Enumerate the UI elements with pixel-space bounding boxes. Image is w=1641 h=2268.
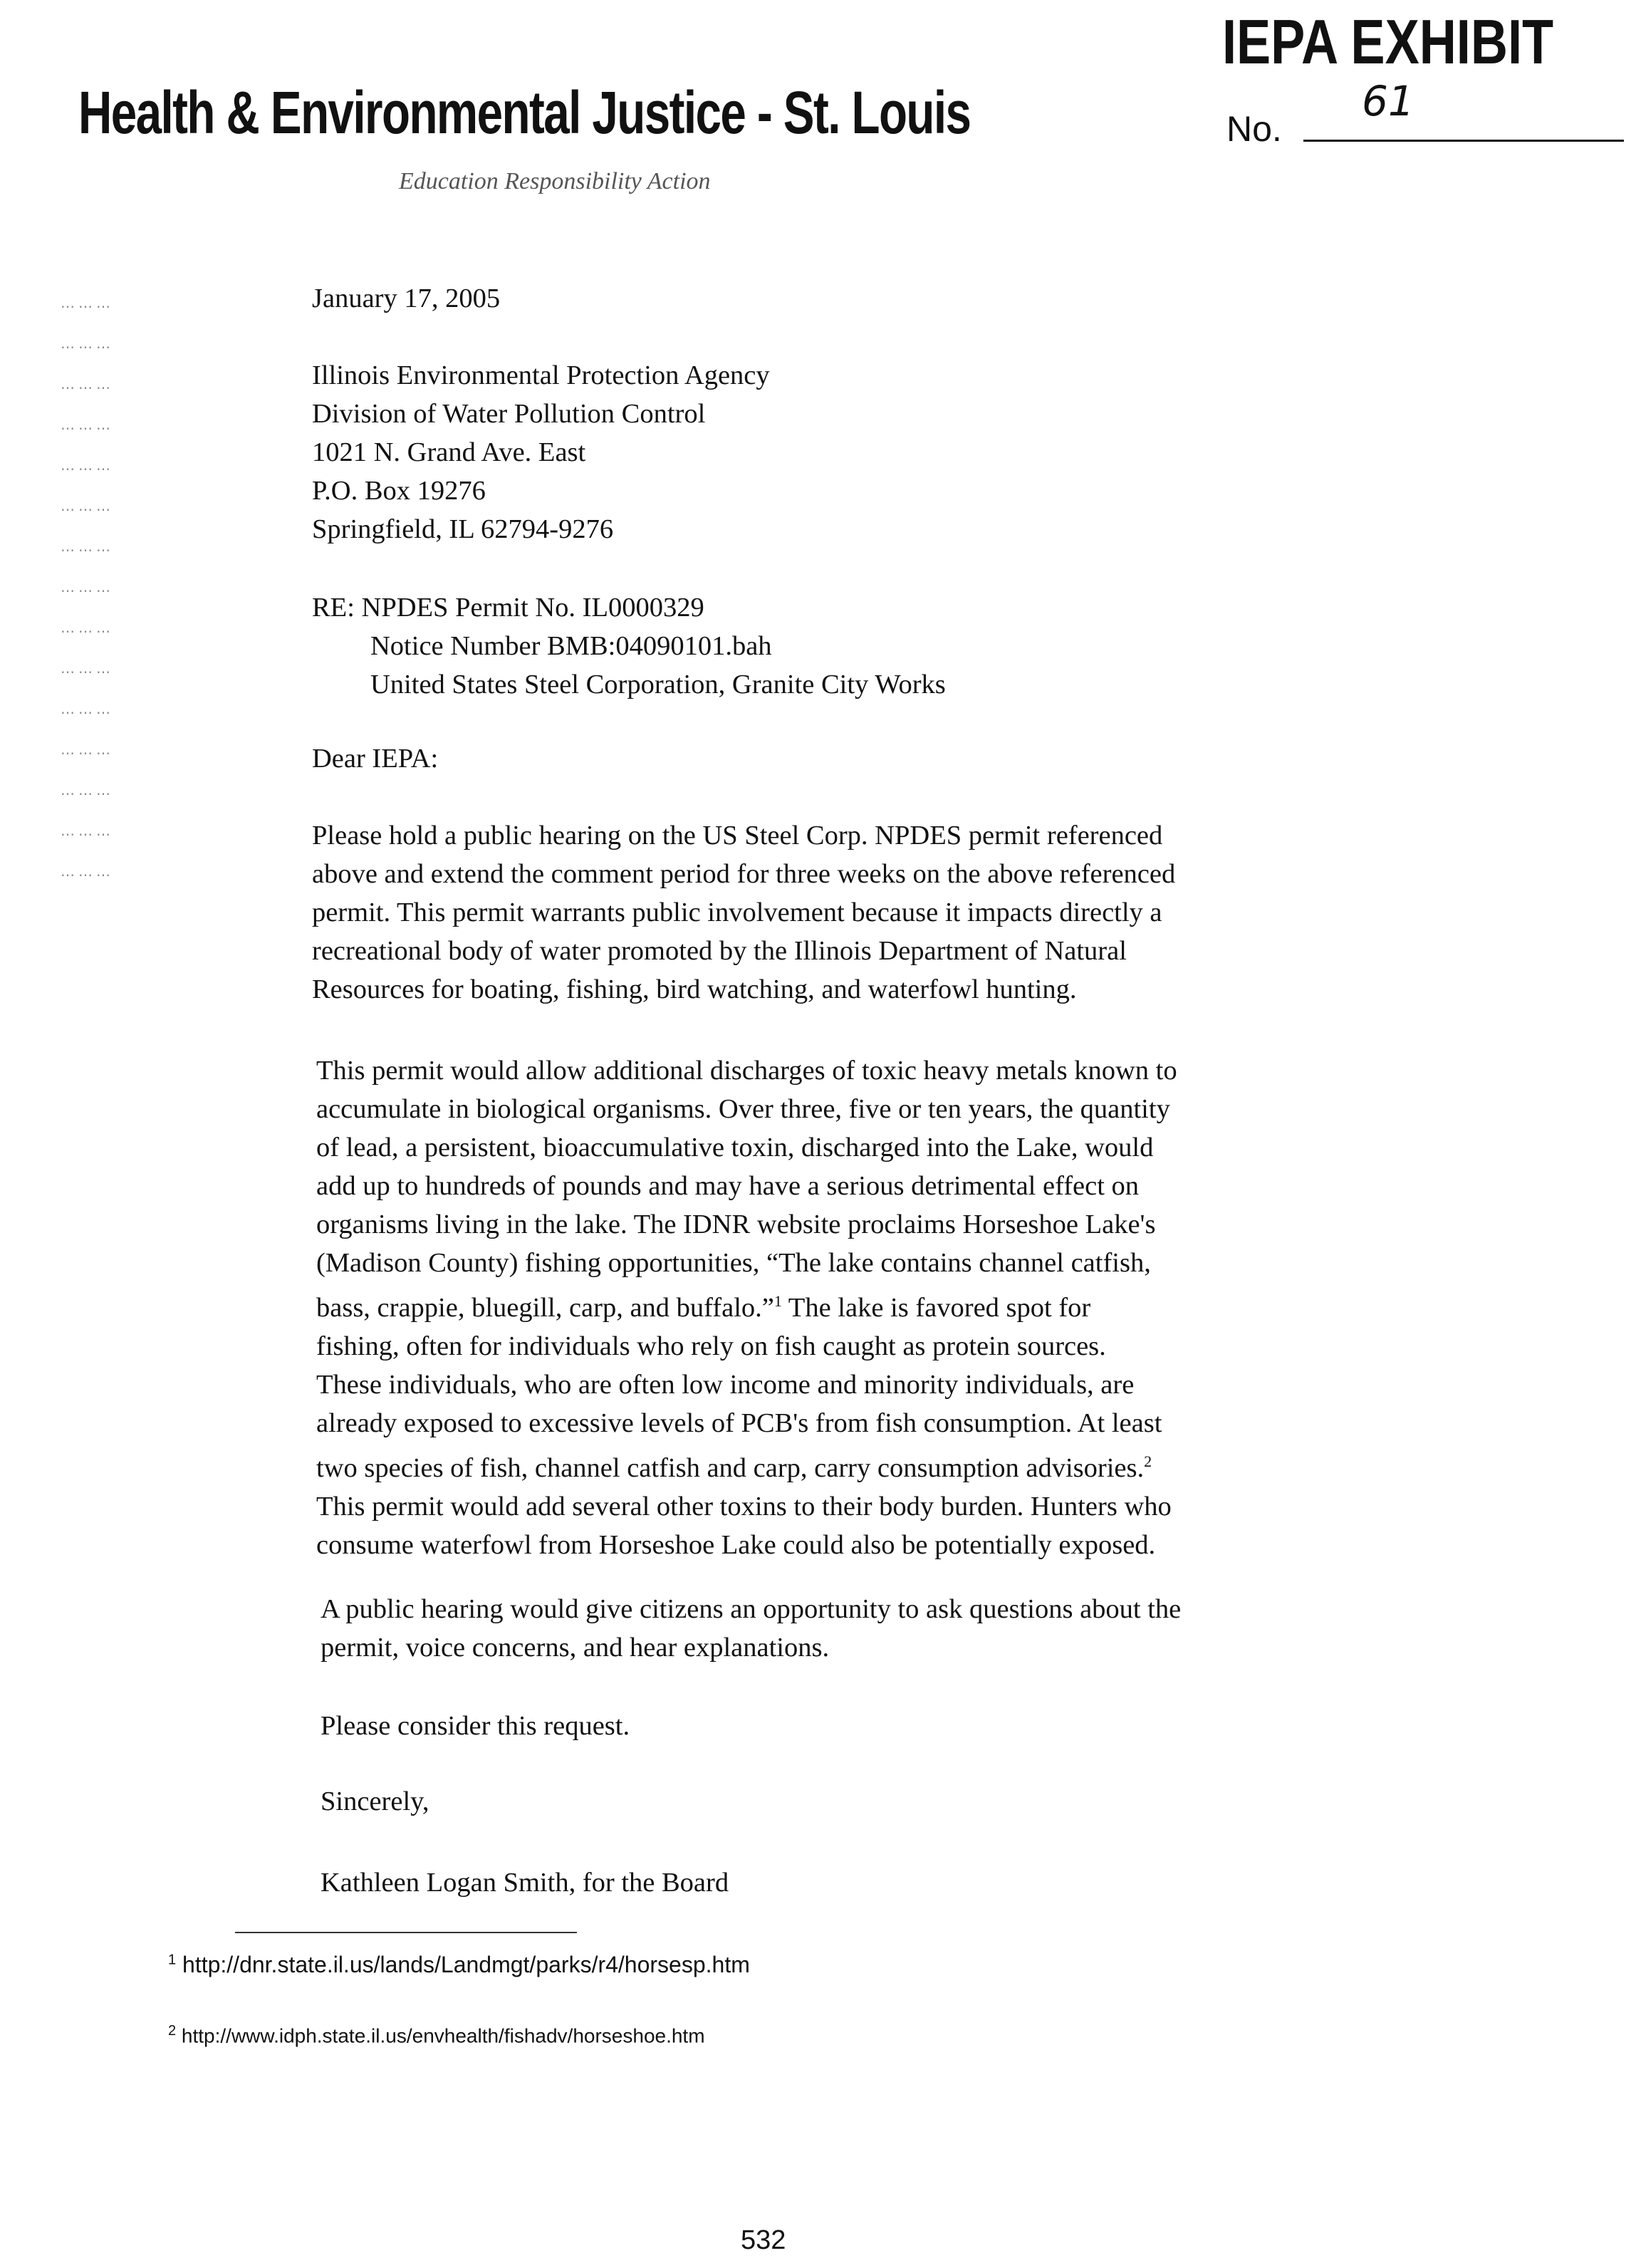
recipient-line: 1021 N. Grand Ave. East [312,437,586,467]
footnote-ref: 2 [1144,1452,1152,1470]
footnote-url: http://dnr.state.il.us/lands/Landmgt/parks/r4/horsesp.htm [182,1952,750,1977]
body-paragraph-1 [312,816,1423,1009]
line-text: The lake is favored spot for [781,1292,1091,1323]
recipient-line: P.O. Box 19276 [312,476,486,506]
exhibit-number-line [1303,140,1624,142]
signature: Kathleen Logan Smith, for the Board [321,1868,729,1898]
reference-line: RE: NPDES Permit No. IL0000329 [312,593,704,623]
paragraph-line: This permit would add several other toxins to their body burden. Hunters who [316,1491,1172,1521]
organization-tagline: Education Responsibility Action [399,168,711,194]
paragraph-line: A public hearing would give citizens an opportunity to ask questions about the [321,1594,1182,1624]
board-member-entry: ⋯ ⋯ ⋯ [61,340,110,355]
recipient-address [312,356,770,548]
exhibit-stamp-title: IEPA EXHIBIT [1222,6,1554,77]
board-member-entry: ⋯ ⋯ ⋯ [61,462,110,477]
paragraph-line: fishing, often for individuals who rely on fish caught as protein sources. [316,1331,1106,1361]
board-member-entry: ⋯ ⋯ ⋯ [61,502,110,518]
exhibit-number-value: 61 [1362,77,1415,125]
board-member-entry: ⋯ ⋯ ⋯ [61,665,110,680]
paragraph-line: (Madison County) fishing opportunities, “The lake contains channel catfish, [316,1248,1151,1278]
board-member-list [0,299,171,908]
reference-line: Notice Number BMB:04090101.bah [370,631,772,661]
paragraph-line: recreational body of water promoted by the Illinois Department of Natural [312,936,1127,966]
paragraph-line: consume waterfowl from Horseshoe Lake could also be potentially exposed. [316,1529,1156,1560]
footnote-1 [168,1952,750,1978]
footnote-2 [168,2023,705,2047]
board-member-entry: ⋯ ⋯ ⋯ [61,380,110,396]
footnote-number: 1 [168,1952,177,1968]
closing: Sincerely, [321,1786,429,1816]
recipient-line: Division of Water Pollution Control [312,399,706,429]
footnote-number: 2 [168,2023,177,2039]
board-member-entry: ⋯ ⋯ ⋯ [61,746,110,761]
body-paragraph-2 [316,1051,1427,1564]
organization-name: Health & Environmental Justice - St. Louis [78,79,971,146]
reference-line: United States Steel Corporation, Granite City Works [370,670,946,699]
paragraph-line: Resources for boating, fishing, bird watching, and waterfowl hunting. [312,974,1077,1004]
paragraph-line: permit, voice concerns, and hear explanations. [321,1633,830,1663]
paragraph-line: Please hold a public hearing on the US Steel Corp. NPDES permit referenced [312,821,1163,850]
footnote-divider [235,1932,577,1933]
salutation: Dear IEPA: [312,744,439,774]
footnote-ref: 1 [773,1292,782,1310]
board-member-entry: ⋯ ⋯ ⋯ [61,583,110,599]
exhibit-number-label: No. [1226,109,1282,149]
closing-request: Please consider this request. [321,1711,630,1741]
board-member-entry: ⋯ ⋯ ⋯ [61,868,110,883]
paragraph-line: accumulate in biological organisms. Over three, five or ten years, the quantity [316,1094,1170,1124]
paragraph-line [316,1442,1427,1487]
line-text: two species of fish, channel catfish and carp, carry consumption advisories. [316,1452,1145,1483]
paragraph-line: organisms living in the lake. The IDNR website proclaims Horseshoe Lake's [316,1210,1156,1239]
paragraph-line: add up to hundreds of pounds and may have a serious detrimental effect on [316,1171,1140,1201]
paragraph-line: This permit would allow additional discharges of toxic heavy metals known to [316,1056,1177,1086]
recipient-line: Illinois Environmental Protection Agency [312,360,770,390]
board-member-entry: ⋯ ⋯ ⋯ [61,624,110,640]
paragraph-line [316,1282,1427,1327]
paragraph-line: above and extend the comment period for three weeks on the above referenced [312,859,1176,889]
board-member-entry: ⋯ ⋯ ⋯ [61,786,110,802]
reference-block [312,588,946,704]
paragraph-line: already exposed to excessive levels of PCB's from fish consumption. At least [316,1408,1162,1438]
board-member-entry: ⋯ ⋯ ⋯ [61,421,110,437]
paragraph-line: permit. This permit warrants public involvement because it impacts directly a [312,898,1162,927]
page-number: 532 [741,2225,786,2255]
line-text: bass, crappie, bluegill, carp, and buffalo.” [316,1292,774,1323]
board-member-entry: ⋯ ⋯ ⋯ [61,543,110,558]
recipient-line: Springfield, IL 62794-9276 [312,514,614,544]
board-member-entry: ⋯ ⋯ ⋯ [61,827,110,843]
paragraph-line: of lead, a persistent, bioaccumulative toxin, discharged into the Lake, would [316,1133,1154,1162]
board-member-entry: ⋯ ⋯ ⋯ [61,299,110,315]
paragraph-line: These individuals, who are often low income and minority individuals, are [316,1369,1135,1400]
footnote-url: http://www.idph.state.il.us/envhealth/fishadv/horseshoe.htm [181,2024,705,2047]
body-paragraph-3 [321,1590,1432,1667]
letter-date: January 17, 2005 [312,284,501,313]
board-member-entry: ⋯ ⋯ ⋯ [61,705,110,721]
